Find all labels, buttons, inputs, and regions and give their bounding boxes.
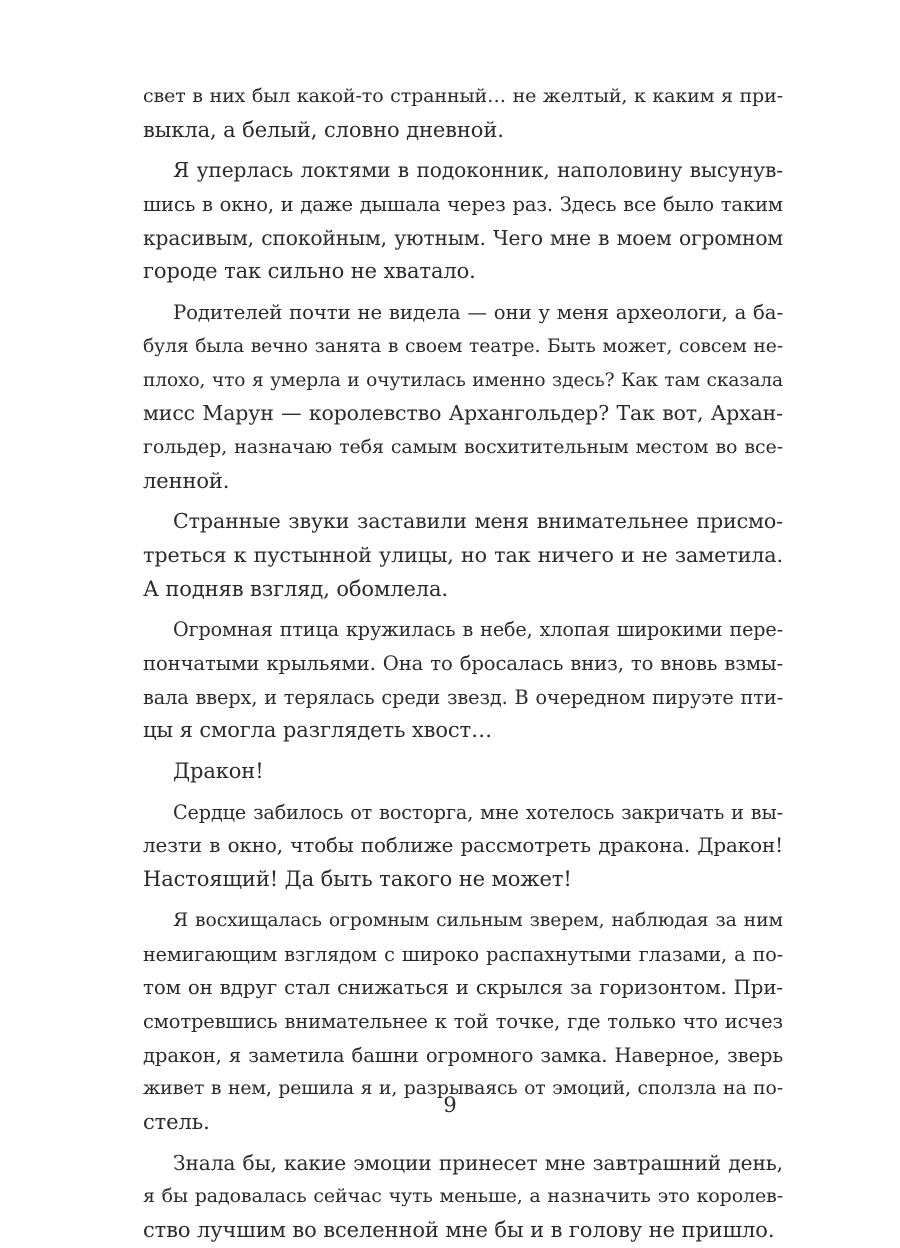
text-line: свет в них был какой-то странный… не желтый, к каким я при- [143, 85, 783, 107]
paragraph [143, 796, 783, 897]
text-line: пончатыми крыльями. Она то бросалась вниз, то вновь взмы- [143, 652, 783, 675]
paragraph [143, 80, 783, 147]
paragraph [143, 1147, 783, 1248]
book-page [143, 80, 783, 1248]
paragraph [143, 755, 783, 789]
text-line: плохо, что я умерла и очутилась именно здесь? Как там сказала [143, 369, 783, 391]
text-line: лезти в окно, чтобы поближе рассмотреть дракона. Дракон! [143, 834, 783, 858]
text-line: красивым, спокойным, уютным. Чего мне в моем огромном [143, 225, 783, 250]
text-line: выкла, а белый, словно дневной. [143, 117, 504, 142]
text-line: Дракон! [173, 759, 264, 784]
page-number: 9 [443, 1093, 457, 1117]
text-line: треться к пустынной улицы, но так ничего и не заметила. [143, 542, 783, 567]
text-line: городе так сильно не хватало. [143, 259, 476, 284]
text-line: Сердце забилось от восторга, мне хотелось закричать и вы- [173, 800, 783, 824]
text-line: я бы радовалась сейчас чуть меньше, а назначить это королев- [143, 1185, 783, 1208]
paragraph [143, 505, 783, 606]
text-line: ство лучшим во вселенной мне бы и в голову не пришло. [143, 1218, 775, 1242]
text-line: А подняв взгляд, обомлела. [143, 576, 449, 601]
paragraph [143, 613, 783, 748]
text-line: ленной. [143, 468, 230, 493]
text-line: живет в нем, решила я и, разрываясь от эмоций, сползла на по- [143, 1078, 783, 1100]
text-line: Я восхищалась огромным сильным зверем, наблюдая за ним [173, 909, 783, 931]
paragraph [143, 154, 783, 289]
text-line: стель. [143, 1109, 210, 1134]
text-line: смотревшись внимательнее к той точке, где только что исчез [143, 1009, 783, 1033]
paragraph [143, 296, 783, 498]
text-line: вала вверх, и терялась среди звезд. В очередном пируэте пти- [143, 685, 783, 709]
text-line: Я уперлась локтями в подоконник, наполовину высунув- [173, 158, 783, 183]
text-line: Огромная птица кружилась в небе, хлопая широкими пере- [173, 618, 783, 642]
text-line: дракон, я заметила башни огромного замка. Наверное, зверь [143, 1043, 783, 1067]
text-line: Родителей почти не видела — они у меня археологи, а ба- [173, 301, 783, 325]
text-line: Настоящий! Да быть такого не может! [143, 867, 572, 892]
text-line: Странные звуки заставили меня внимательнее присмо- [173, 509, 783, 534]
text-line: мисс Марун — королевство Архангольдер? Так вот, Архан- [143, 401, 783, 426]
text-line: том он вдруг стал снижаться и скрылся за горизонтом. При- [143, 976, 783, 1000]
text-line: гольдер, назначаю тебя самым восхитительным местом во все- [143, 435, 783, 458]
text-line: шись в окно, и даже дышала через раз. Здесь все было таким [143, 193, 783, 217]
text-line: буля была вечно занята в своем театре. Быть может, совсем не- [143, 335, 783, 357]
text-line: цы я смогла разглядеть хвост… [143, 718, 492, 743]
text-line: немигающим взглядом с широко распахнутыми глазами, а по- [143, 942, 783, 966]
text-line: Знала бы, какие эмоции принесет мне завтрашний день, [173, 1150, 783, 1175]
